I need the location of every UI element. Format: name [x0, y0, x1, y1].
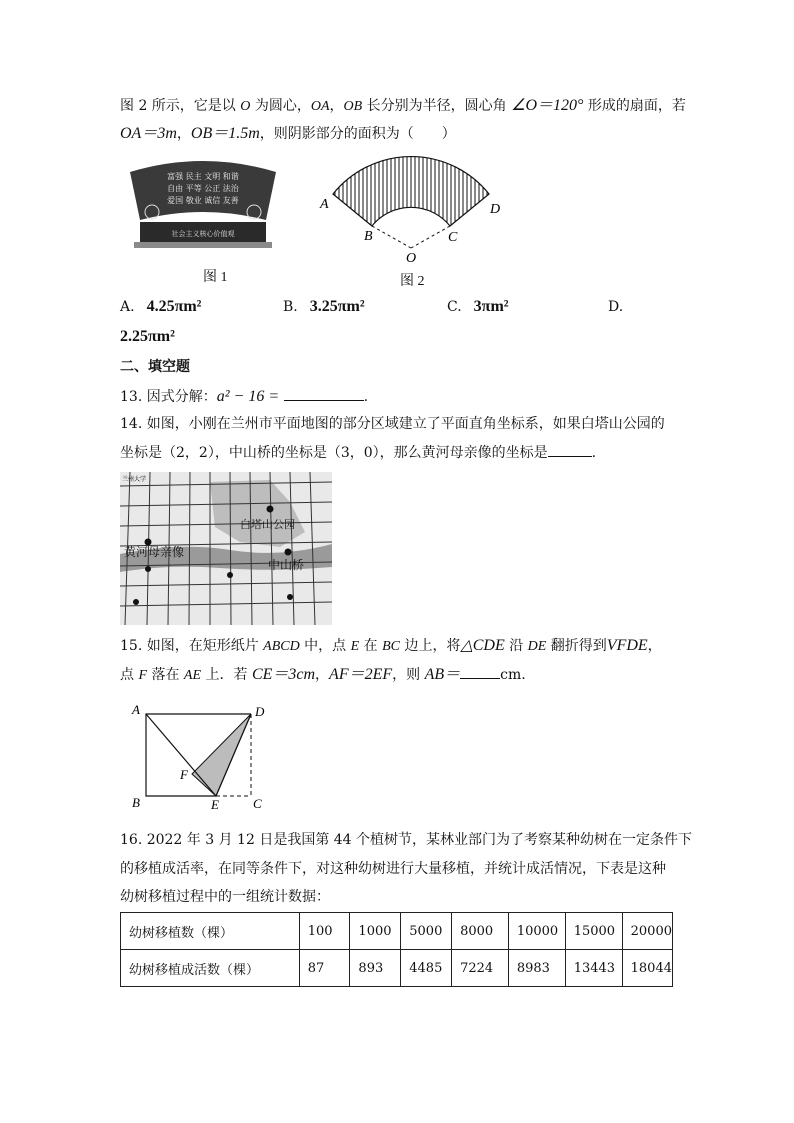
table-row [121, 913, 673, 950]
q13: 13. 因式分解：a² − 16 = . [120, 388, 369, 405]
table-cell: 4485 [401, 950, 452, 987]
q16-line1: 16. 2022 年 3 月 12 日是我国第 44 个植树节，某林业部门为了考察某种幼树在一定条件下 [120, 832, 693, 848]
fig1-line1: 富强 民主 文明 和谐 [167, 172, 239, 181]
fig2-label-b: B [364, 229, 373, 244]
table-row-label: 幼树移植数（棵） [121, 913, 300, 950]
q16-data-table [120, 912, 673, 987]
option-d-value: 2.25πm² [120, 328, 175, 345]
table-cell: 8983 [508, 950, 565, 987]
table-cell: 8000 [452, 913, 509, 950]
fig2-label-a: A [320, 197, 329, 212]
fig1-base-text: 社会主义核心价值观 [171, 230, 235, 238]
table-cell: 100 [299, 913, 350, 950]
map-label-statue: 黄河母亲像 [124, 545, 185, 559]
table-cell: 20000 [622, 913, 672, 950]
table-cell: 18044 [622, 950, 672, 987]
figure-1-caption: 图 1 [203, 270, 228, 285]
q16-line3: 幼树移植过程中的一组统计数据： [120, 889, 330, 905]
map-label-bridge: 中山桥 [268, 558, 305, 572]
table-cell: 15000 [565, 913, 622, 950]
table-row [121, 950, 673, 987]
map-label-park: 白塔山公园 [240, 518, 295, 531]
table-cell: 13443 [565, 950, 622, 987]
q14-answer-blank[interactable] [548, 442, 592, 457]
section-title: 二、填空题 [120, 359, 190, 375]
q12-line1: 图 2 所示，它是以 O 为圆心，OA，OB 长分别为半径，圆心角 ∠O＝120° 形成的扇面，若 [120, 97, 686, 114]
option-a: A. 4.25πm² [120, 298, 202, 315]
fig1-line2: 自由 平等 公正 法治 [167, 184, 239, 193]
table-cell: 87 [299, 950, 350, 987]
q15-label-d: D [255, 704, 265, 719]
option-d-letter: D. [608, 299, 624, 315]
map-corner-label: 兰州大学 [122, 476, 147, 483]
q15-label-c: C [253, 796, 262, 811]
figure-1-fan-plaque [128, 158, 278, 258]
figure-2-caption: 图 2 [400, 274, 425, 289]
option-b: B. 3.25πm² [283, 298, 365, 315]
q16-line2: 的移植成活率，在同等条件下，对这种幼树进行大量移植，并统计成活情况，下表是这种 [120, 861, 666, 877]
q15-line2: 点 F 落在 AE 上．若 CE＝3cm，AF＝2EF，则 AB＝ cm. [120, 666, 526, 683]
q15-label-f: F [180, 767, 188, 782]
q14-map-grid [120, 472, 332, 625]
figure-2-sector [318, 152, 513, 272]
q14-line1: 14. 如图，小刚在兰州市平面地图的部分区域建立了平面直角坐标系，如果白塔山公园的 [120, 416, 665, 432]
q15-label-a: A [132, 702, 140, 717]
fig2-label-c: C [448, 230, 458, 245]
q13-answer-blank[interactable] [284, 386, 364, 401]
q15-label-e: E [211, 797, 219, 812]
table-cell: 1000 [350, 913, 401, 950]
option-c: C. 3πm² [447, 298, 509, 315]
fig2-label-d: D [490, 202, 501, 217]
q15-rectangle-figure [128, 700, 276, 812]
q12-line2: OA＝3m，OB＝1.5m，则阴影部分的面积为（ ） [120, 125, 456, 142]
table-cell: 893 [350, 950, 401, 987]
q14-line2: 坐标是（2，2），中山桥的坐标是（3，0），那么黄河母亲像的坐标是 . [120, 442, 596, 463]
table-cell: 7224 [452, 950, 509, 987]
q15-label-b: B [132, 795, 140, 810]
table-row-label: 幼树移植成活数（棵） [121, 950, 300, 987]
q15-answer-blank[interactable] [460, 664, 500, 679]
fig2-label-o: O [406, 251, 417, 266]
table-cell: 5000 [401, 913, 452, 950]
fig1-line3: 爱国 敬业 诚信 友善 [167, 196, 239, 205]
table-cell: 10000 [508, 913, 565, 950]
q15-line1: 15. 如图，在矩形纸片 ABCD 中，点 E 在 BC 边上，将△CDE 沿 DE 翻折得到VFDE， [120, 637, 662, 654]
